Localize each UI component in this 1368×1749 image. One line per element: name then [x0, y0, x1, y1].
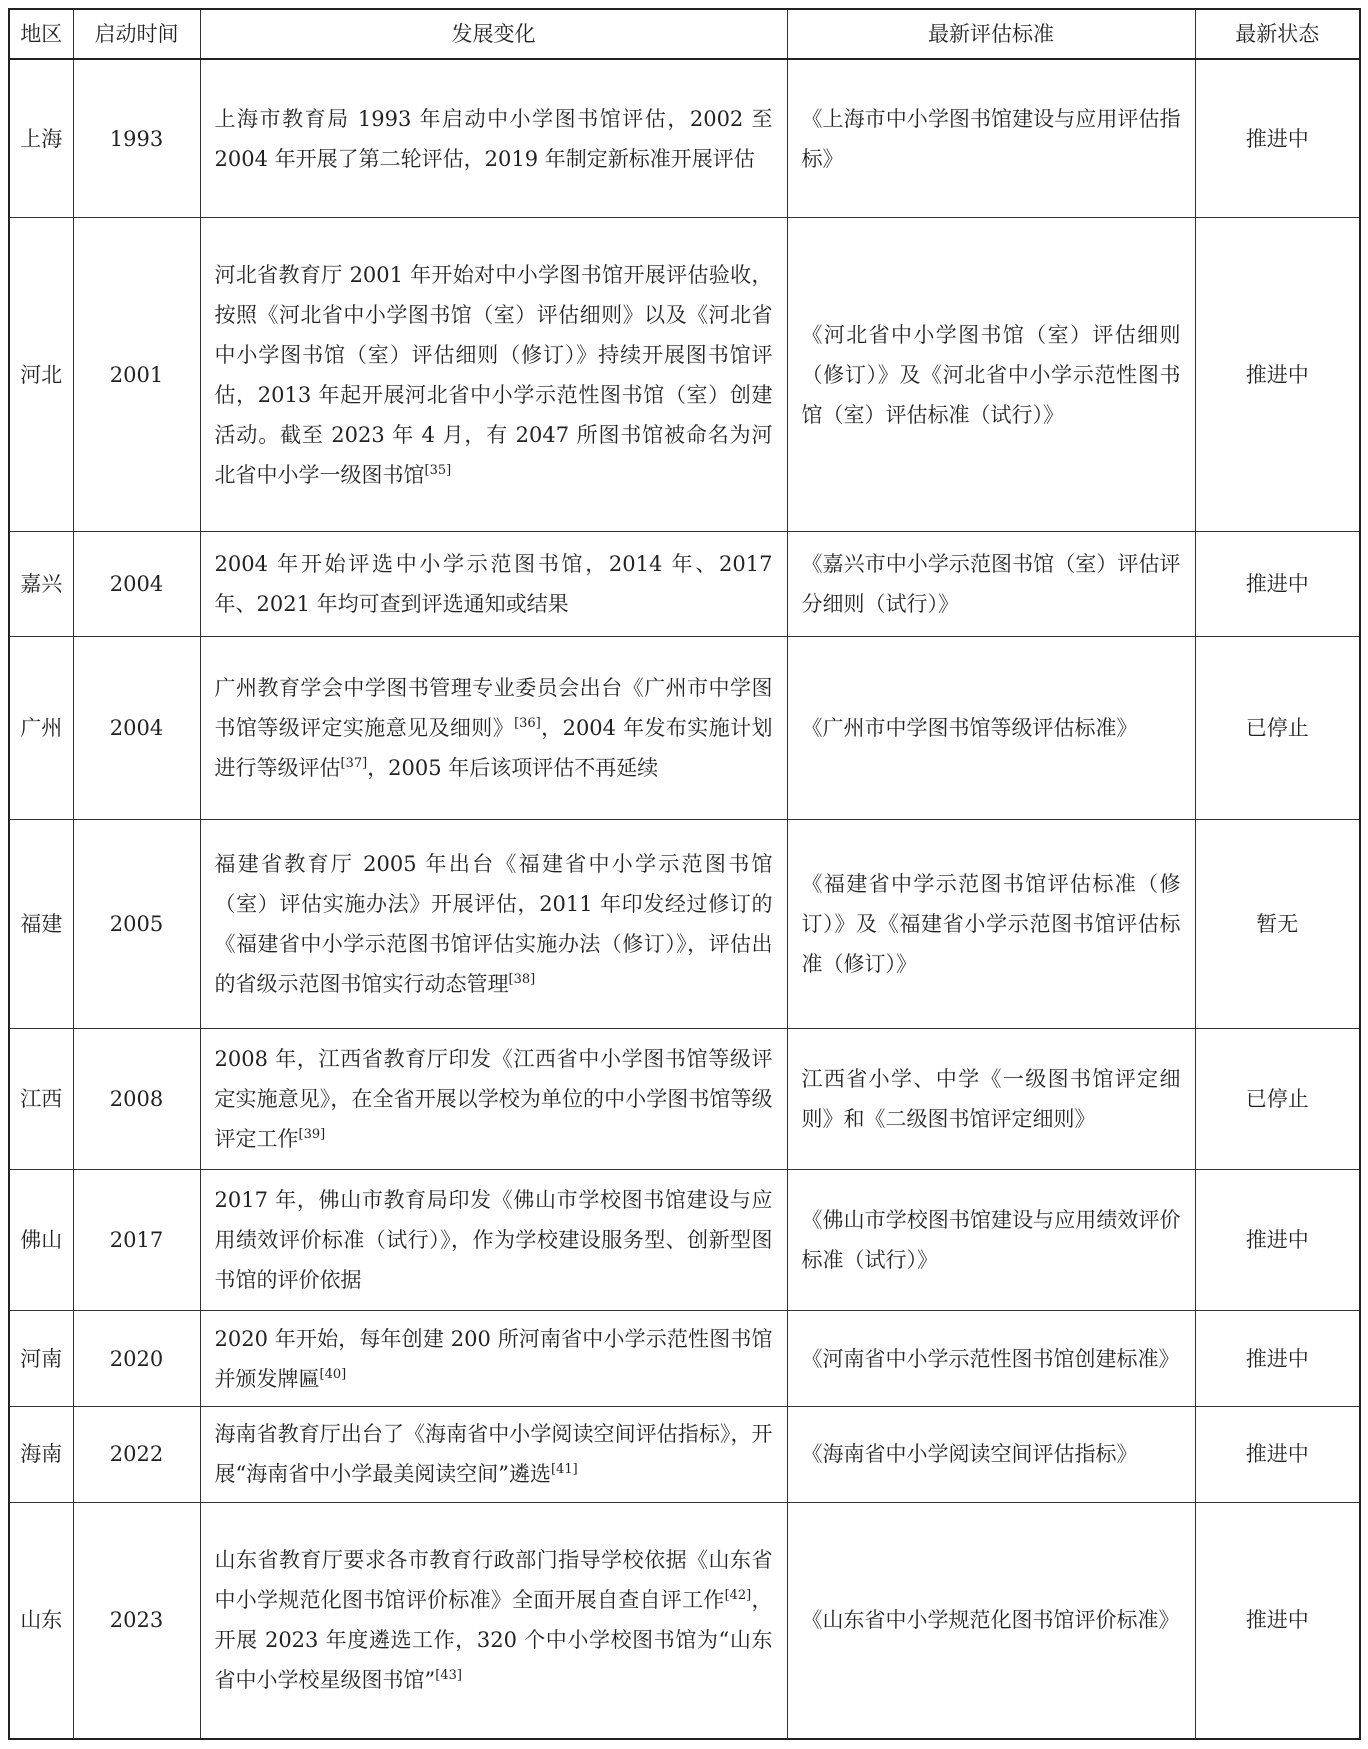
table-row — [9, 1170, 1360, 1311]
development-text: 2020 年开始，每年创建 200 所河南省中小学示范性图书馆并颁发牌匾 — [214, 1326, 773, 1391]
status-cell: 暂无 — [1195, 820, 1360, 1029]
citation-ref: [41] — [550, 1462, 578, 1478]
evaluation-table — [8, 8, 1361, 1740]
year-cell: 2008 — [73, 1029, 200, 1170]
region-cell: 广州 — [9, 636, 73, 819]
region-cell: 河南 — [9, 1311, 73, 1407]
development-text: 上海市教育局 1993 年启动中小学图书馆评估，2002 至 2004 年开展了第二轮评估，2019 年制定新标准开展评估 — [214, 106, 773, 171]
year-cell: 2022 — [73, 1406, 200, 1502]
citation-ref: [42] — [724, 1588, 752, 1604]
table-row — [9, 1502, 1360, 1739]
development-cell — [200, 218, 787, 532]
standard-cell: 《海南省中小学阅读空间评估指标》 — [787, 1406, 1195, 1502]
region-cell: 福建 — [9, 820, 73, 1029]
development-text: 海南省教育厅出台了《海南省中小学阅读空间评估指标》，开展“海南省中小学最美阅读空间”遴选 — [214, 1422, 773, 1487]
development-text: 河北省教育厅 2001 年开始对中小学图书馆开展评估验收，按照《河北省中小学图书馆（室）评估细则》以及《河北省中小学图书馆（室）评估细则（修订）》持续开展图书馆评估，2013 年起开展河北省中小学示范性图书馆（室）创建活动。截至 2023 年 4 月，有 2047 所图书馆被命名为河北省中小学一级图书馆 — [214, 262, 773, 487]
status-cell: 推进中 — [1195, 218, 1360, 532]
region-cell: 上海 — [9, 59, 73, 218]
development-cell — [200, 820, 787, 1029]
development-text: 2004 年开始评选中小学示范图书馆，2014 年、2017 年、2021 年均可查到评选通知或结果 — [214, 551, 773, 616]
year-cell: 2005 — [73, 820, 200, 1029]
standard-cell: 《嘉兴市中小学示范图书馆（室）评估评分细则（试行）》 — [787, 531, 1195, 636]
development-cell — [200, 531, 787, 636]
table-row — [9, 1406, 1360, 1502]
citation-ref: [35] — [424, 462, 452, 478]
standard-cell: 《广州市中学图书馆等级评估标准》 — [787, 636, 1195, 819]
development-cell — [200, 59, 787, 218]
region-cell: 嘉兴 — [9, 531, 73, 636]
header-development: 发展变化 — [200, 9, 787, 59]
table-row — [9, 820, 1360, 1029]
year-cell: 2001 — [73, 218, 200, 532]
development-text: ，2005 年后该项评估不再延续 — [367, 756, 659, 781]
development-text: ，开展 2023 年度遴选工作，320 个中小学校图书馆为“山东省中小学校星级图书馆” — [214, 1588, 773, 1693]
header-region: 地区 — [9, 9, 73, 59]
status-cell: 推进中 — [1195, 59, 1360, 218]
year-cell: 2004 — [73, 531, 200, 636]
header-start-year: 启动时间 — [73, 9, 200, 59]
table-row — [9, 218, 1360, 532]
development-text: 广州教育学会中学图书管理专业委员会出台《广州市中学图书馆等级评定实施意见及细则》 — [214, 676, 773, 741]
development-text: 山东省教育厅要求各市教育行政部门指导学校依据《山东省中小学规范化图书馆评价标准》全面开展自查自评工作 — [214, 1548, 773, 1613]
standard-cell: 《上海市中小学图书馆建设与应用评估指标》 — [787, 59, 1195, 218]
year-cell: 2004 — [73, 636, 200, 819]
citation-ref: [39] — [298, 1127, 326, 1143]
region-cell: 江西 — [9, 1029, 73, 1170]
development-cell — [200, 1311, 787, 1407]
status-cell: 推进中 — [1195, 1311, 1360, 1407]
table-row — [9, 59, 1360, 218]
citation-ref: [38] — [508, 972, 536, 988]
citation-ref: [36] — [514, 716, 541, 732]
table-row — [9, 636, 1360, 819]
development-text: 2017 年，佛山市教育局印发《佛山市学校图书馆建设与应用绩效评价标准（试行）》，作为学校建设服务型、创新型图书馆的评价依据 — [214, 1188, 773, 1293]
table-row — [9, 1311, 1360, 1407]
year-cell: 1993 — [73, 59, 200, 218]
region-cell: 河北 — [9, 218, 73, 532]
standard-cell: 《河北省中小学图书馆（室）评估细则（修订）》及《河北省中小学示范性图书馆（室）评估标准（试行）》 — [787, 218, 1195, 532]
development-cell — [200, 636, 787, 819]
year-cell: 2020 — [73, 1311, 200, 1407]
citation-ref: [43] — [435, 1668, 462, 1684]
status-cell: 推进中 — [1195, 1170, 1360, 1311]
header-standard: 最新评估标准 — [787, 9, 1195, 59]
development-text: ，2004 年发布实施计划进行等级评估 — [214, 716, 773, 781]
standard-cell: 《佛山市学校图书馆建设与应用绩效评价标准（试行）》 — [787, 1170, 1195, 1311]
status-cell: 推进中 — [1195, 531, 1360, 636]
year-cell: 2017 — [73, 1170, 200, 1311]
status-cell: 已停止 — [1195, 1029, 1360, 1170]
status-cell: 已停止 — [1195, 636, 1360, 819]
header-status: 最新状态 — [1195, 9, 1360, 59]
region-cell: 山东 — [9, 1502, 73, 1739]
development-text: 福建省教育厅 2005 年出台《福建省中小学示范图书馆（室）评估实施办法》开展评估，2011 年印发经过修订的《福建省中小学示范图书馆评估实施办法（修订）》，评估出的省级示范图书馆实行动态管理 — [214, 852, 773, 997]
development-cell — [200, 1406, 787, 1502]
standard-cell: 《山东省中小学规范化图书馆评价标准》 — [787, 1502, 1195, 1739]
year-cell: 2023 — [73, 1502, 200, 1739]
citation-ref: [40] — [319, 1366, 347, 1382]
table-row — [9, 1029, 1360, 1170]
development-cell — [200, 1502, 787, 1739]
development-cell — [200, 1029, 787, 1170]
development-cell — [200, 1170, 787, 1311]
table-row — [9, 531, 1360, 636]
citation-ref: [37] — [340, 756, 368, 772]
development-text: 2008 年，江西省教育厅印发《江西省中小学图书馆等级评定实施意见》，在全省开展以学校为单位的中小学图书馆等级评定工作 — [214, 1047, 773, 1152]
standard-cell: 《福建省中学示范图书馆评估标准（修订）》及《福建省小学示范图书馆评估标准（修订）》 — [787, 820, 1195, 1029]
standard-cell: 《河南省中小学示范性图书馆创建标准》 — [787, 1311, 1195, 1407]
region-cell: 佛山 — [9, 1170, 73, 1311]
header-row — [9, 9, 1360, 59]
status-cell: 推进中 — [1195, 1502, 1360, 1739]
region-cell: 海南 — [9, 1406, 73, 1502]
standard-cell: 江西省小学、中学《一级图书馆评定细则》和《二级图书馆评定细则》 — [787, 1029, 1195, 1170]
status-cell: 推进中 — [1195, 1406, 1360, 1502]
